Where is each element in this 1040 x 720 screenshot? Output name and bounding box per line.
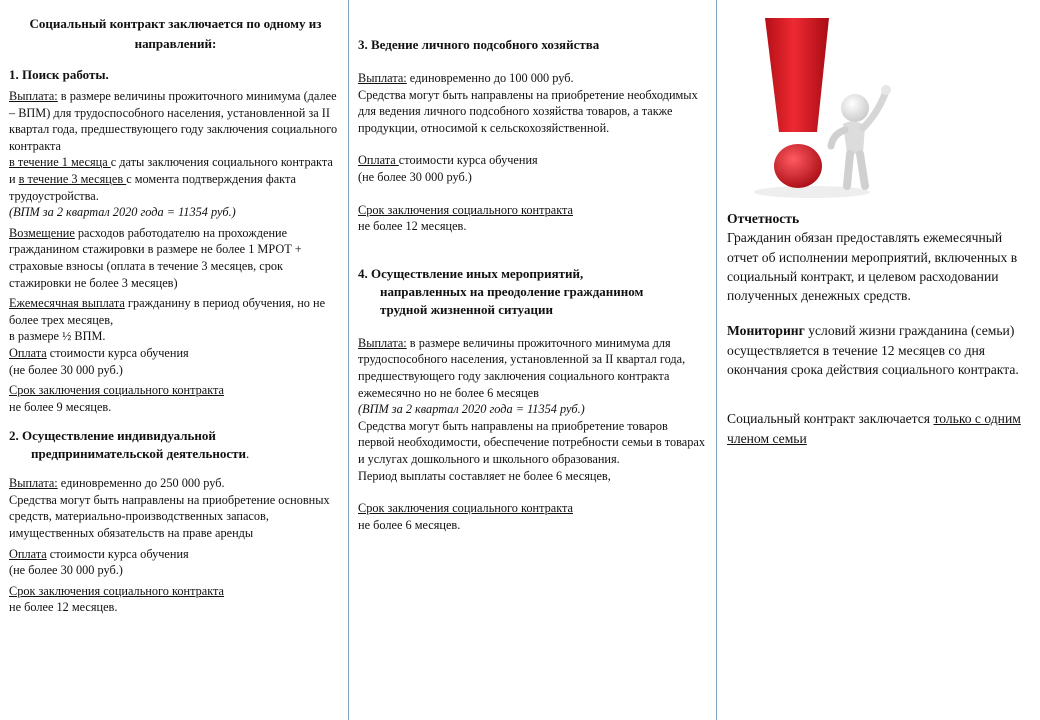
- s2-payment: [9, 475, 342, 492]
- s4-payment-label: Выплата:: [358, 335, 407, 350]
- s1-period-1-label: в течение 1 месяца: [9, 155, 111, 170]
- s2-course-limit: (не более 30 000 руб.): [9, 563, 123, 578]
- s3-course-label: Оплата: [358, 153, 399, 168]
- s4-payment-text: в размере величины прожиточного минимума для трудоспособного населения, установленной за II квартал года, предшествующего году заключения социального контракта ежемесячно но не более 6 месяцев: [358, 335, 686, 400]
- s3-term-label: Срок заключения социального контракта: [358, 202, 573, 217]
- s2-course-label: Оплата: [9, 546, 47, 561]
- report-title: Отчетность: [727, 211, 800, 226]
- s4-period: Период выплаты составляет не более 6 месяцев,: [358, 468, 611, 483]
- s1-payment-label: Выплата:: [9, 89, 58, 103]
- s2-course: [9, 546, 342, 563]
- s3-payment-text: единовременно до 100 000 руб.: [406, 71, 574, 85]
- s1-course: [9, 345, 342, 362]
- s4-term-label: Срок заключения социального контракта: [358, 501, 573, 516]
- s2-term-text: не более 12 месяцев.: [9, 600, 118, 615]
- s2-term-label: Срок заключения социального контракта: [9, 583, 224, 598]
- s1-term-label: Срок заключения социального контракта: [9, 383, 224, 398]
- s4-vpm-note: (ВПМ за 2 квартал 2020 года = 11354 руб.): [358, 402, 585, 417]
- s1-period-1-text: с даты заключения социального контракта: [110, 155, 333, 170]
- section-4-title-line-3: трудной жизненной ситуации: [380, 301, 553, 317]
- s2-description: Средства могут быть направлены на приобретение основных средств, материально-производственных запасов, имущественных обязательств на праве аренды: [9, 492, 330, 541]
- s4-description: Средства могут быть направлены на приобретение товаров первой необходимости, обеспечение потребности семьи в товарах и услугах дошкольного и школьного образования.: [358, 418, 706, 466]
- exclamation-figure-icon: [747, 14, 927, 204]
- monitoring-text: условий жизни гражданина (семьи) осуществляется в течение 12 месяцев со дня окончания срока действия социального контракта.: [727, 323, 1019, 378]
- column-right: [717, 0, 1040, 720]
- s1-compensation: [9, 225, 342, 291]
- s1-payment: [9, 88, 342, 154]
- section-2-title: [9, 427, 342, 445]
- column-left: [0, 0, 348, 720]
- s3-payment-label: Выплата:: [358, 71, 407, 85]
- section-2-title-line-2: [9, 445, 342, 463]
- s2-course-text: стоимости курса обучения: [46, 546, 189, 561]
- s3-course-text: стоимости курса обучения: [398, 153, 538, 168]
- s1-period-1: [9, 154, 342, 171]
- section-2-title-line-1: 2. Осуществление индивидуальной: [9, 428, 216, 444]
- s3-term-text: не более 12 месяцев.: [358, 219, 467, 234]
- s1-monthly-label: Ежемесячная выплата: [9, 296, 125, 311]
- single-member-note: [727, 409, 1030, 448]
- s1-period-2: [9, 171, 342, 204]
- s1-monthly: [9, 295, 342, 328]
- monitoring-title: Мониторинг: [727, 323, 805, 339]
- column-middle: [349, 0, 715, 720]
- section-2-title-dot: .: [246, 446, 250, 462]
- s1-term-text: не более 9 месяцев.: [9, 399, 112, 414]
- section-3-title: 3. Ведение личного подсобного хозяйства: [358, 37, 600, 52]
- monitoring: [727, 321, 1030, 379]
- s4-term-text: не более 6 месяцев.: [358, 517, 461, 532]
- s3-payment: [358, 70, 707, 87]
- s4-payment: [358, 335, 707, 401]
- s1-course-limit: (не более 30 000 руб.): [9, 362, 123, 377]
- section-4-title-line-1: 4. Осуществление иных мероприятий,: [358, 265, 584, 281]
- section-2-title-text: предпринимательской деятельности: [31, 446, 247, 462]
- report-text: Гражданин обязан предоставлять ежемесячный отчет об исполнении мероприятий, включенных в социальный контракт, и целевом расходовании полученных денежных средств.: [727, 230, 1018, 304]
- s2-payment-label: Выплата:: [9, 476, 58, 491]
- section-4-title-line-2: направленных на преодоление гражданином: [380, 283, 644, 299]
- s1-payment-text: в размере величины прожиточного минимума (далее – ВПМ) для трудоспособного населения, установленной за II квартал года, предшествующего году заключения социального контракта: [9, 89, 338, 153]
- single-member-note-emphasis: только с одним членом семьи: [727, 411, 1021, 446]
- single-member-note-text: Социальный контракт заключается: [727, 411, 934, 427]
- s3-course-limit: (не более 30 000 руб.): [358, 169, 472, 184]
- section-1-title: 1. Поиск работы.: [9, 67, 109, 82]
- s2-payment-text: единовременно до 250 000 руб.: [57, 476, 225, 491]
- s3-course: [358, 152, 707, 169]
- s1-course-text: стоимости курса обучения: [46, 345, 189, 360]
- exclamation-figure-svg: [747, 14, 927, 204]
- s1-period-2-prefix: и: [9, 171, 19, 186]
- s1-monthly-amount: в размере ½ ВПМ.: [9, 329, 106, 344]
- s1-monthly-text: гражданину в период обучения, но не более трех месяцев,: [9, 296, 326, 327]
- page-title: Социальный контракт заключается по одному из направлений:: [29, 16, 322, 51]
- s1-vpm-note: (ВПМ за 2 квартал 2020 года = 11354 руб.): [9, 205, 236, 220]
- s1-course-label: Оплата: [9, 345, 47, 360]
- s3-description: Средства могут быть направлены на приобретение необходимых для ведения личного подсобного хозяйства товаров, а также продукции, относимой к сельскохозяйственной.: [358, 87, 698, 135]
- s1-period-2-label: в течение 3 месяцев: [18, 171, 127, 186]
- s1-compensation-text: расходов работодателю на прохождение гражданином стажировки в размере не более 1 МРОТ + страховые взносы (оплата в течение 3 месяцев, срок стажировки не более 3 месяцев): [9, 225, 302, 290]
- s1-compensation-label: Возмещение: [9, 225, 75, 240]
- s1-period-2-text: с момента подтверждения факта трудоустройства.: [9, 171, 296, 203]
